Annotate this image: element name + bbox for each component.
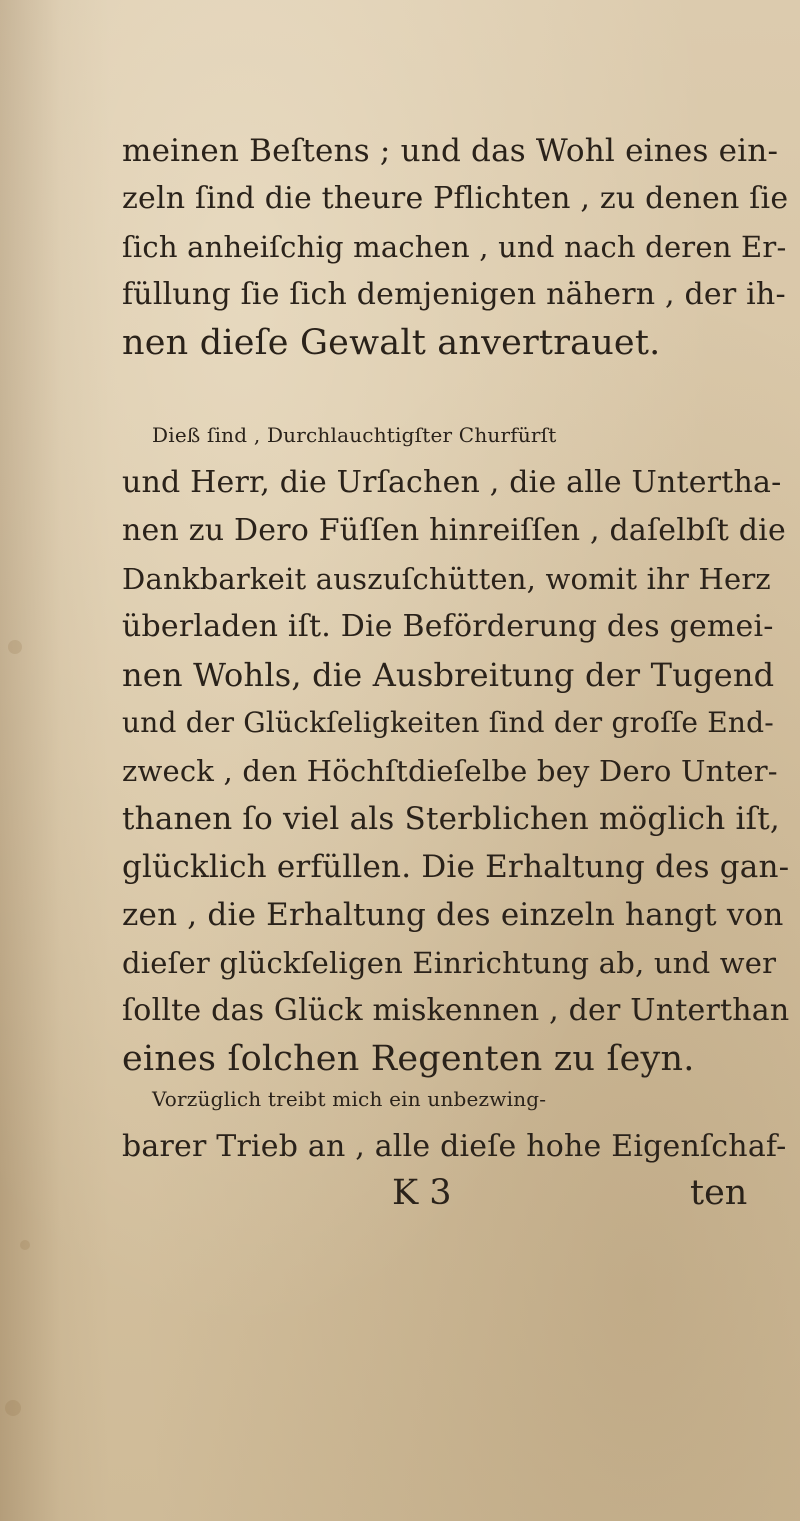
text-line: ſich anheiſchig machen , und nach deren Er-	[122, 230, 787, 264]
text-line: dieſer glückſeligen Einrichtung ab, und wer	[122, 946, 777, 980]
text-line: barer Trieb an , alle dieſe hohe Eigenſchaf-	[122, 1129, 787, 1164]
text-line: überladen iſt. Die Beförderung des gemei-	[122, 609, 774, 644]
text-line: nen zu Dero Füſſen hinreiſſen , daſelbſt die	[122, 513, 786, 548]
text-line: nen dieſe Gewalt anvertrauet.	[122, 323, 661, 363]
signature-mark: K 3	[392, 1173, 452, 1213]
text-line: und der Glückſeligkeiten ſind der groſſe End-	[122, 706, 774, 739]
text-line: füllung ſie ſich demjenigen nähern , der ih-	[122, 277, 786, 312]
catchword: ten	[690, 1173, 748, 1213]
text-line: thanen ſo viel als Sterblichen möglich iſt,	[122, 801, 780, 837]
paper-stain	[5, 1400, 21, 1416]
paper-stain	[8, 640, 22, 654]
text-line: eines ſolchen Regenten zu ſeyn.	[122, 1039, 695, 1079]
text-line: zen , die Erhaltung des einzeln hangt von	[122, 897, 784, 933]
text-line: Dankbarkeit auszuſchütten, womit ihr Herz	[122, 562, 771, 596]
text-line: Vorzüglich treibt mich ein unbezwing-	[152, 1087, 547, 1111]
text-line: meinen Beſtens ; und das Wohl eines ein-	[122, 133, 779, 169]
text-line: zeln ſind die theure Pflichten , zu denen ſie	[122, 181, 789, 216]
text-line: ſollte das Glück miskennen , der Unterthan	[122, 993, 790, 1028]
text-line: Dieß ſind , Durchlauchtigſter Churfürſt	[152, 423, 557, 447]
text-line: nen Wohls, die Ausbreitung der Tugend	[122, 656, 775, 694]
paper-stain	[20, 1240, 30, 1250]
text-line: zweck , den Höchſtdieſelbe bey Dero Unter-	[122, 754, 778, 788]
text-line: glücklich erfüllen. Die Erhaltung des gan-	[122, 849, 790, 885]
text-line: und Herr, die Urſachen , die alle Untertha-	[122, 465, 782, 500]
